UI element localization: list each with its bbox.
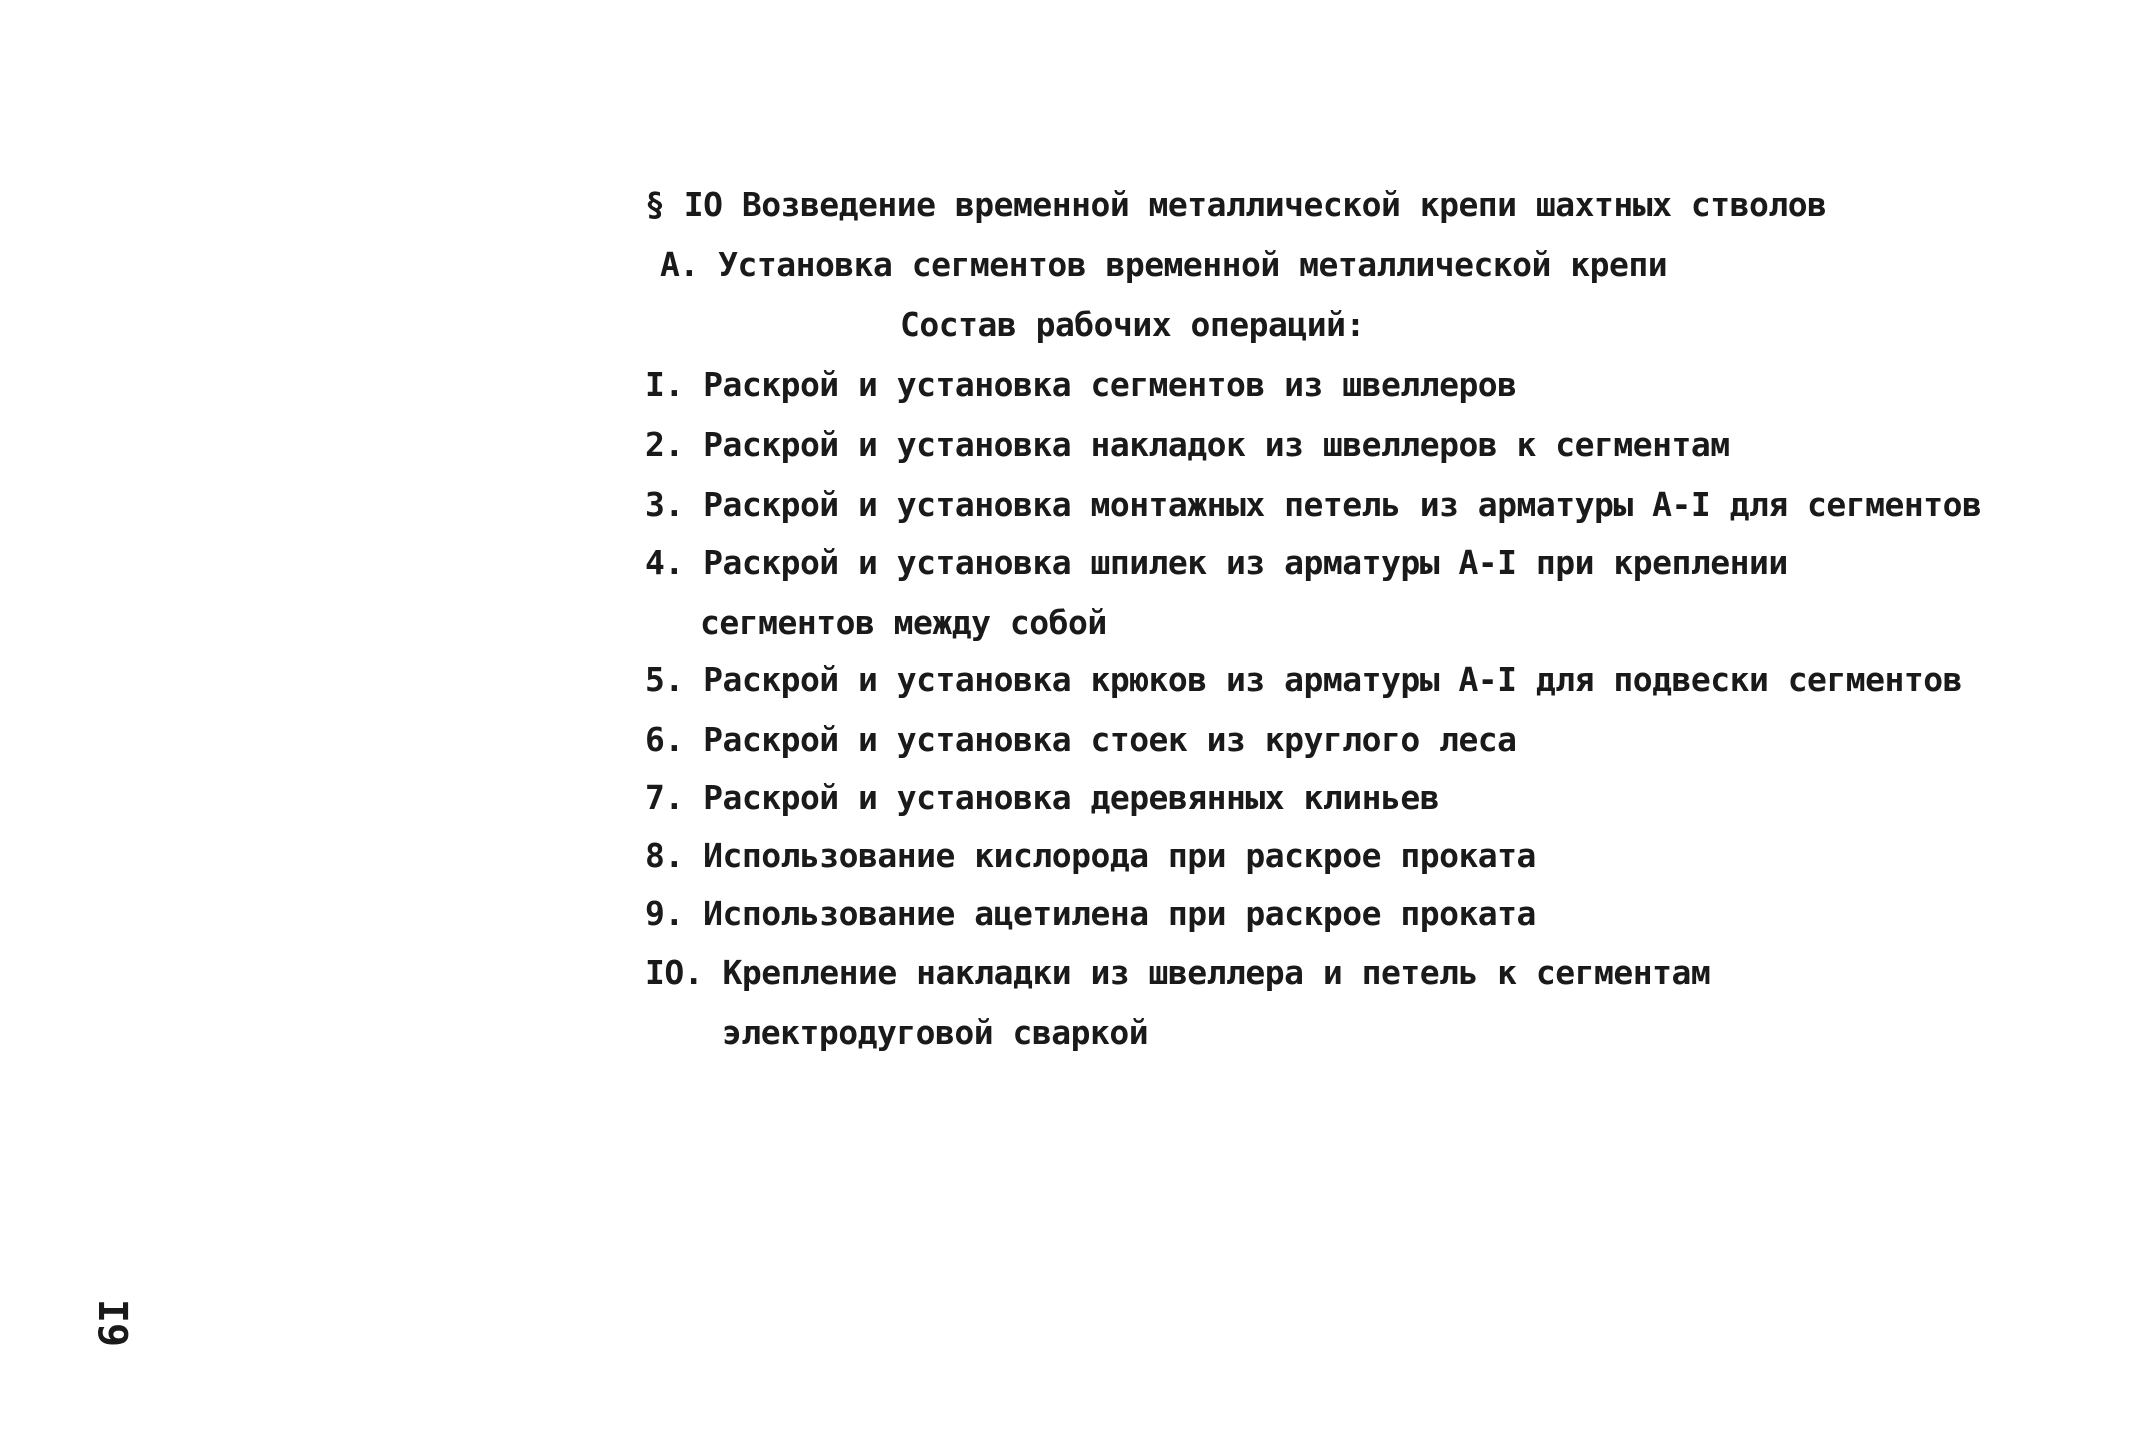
operation-item-10-continuation: электродуговой сваркой: [722, 1013, 1149, 1052]
page-number: I9: [89, 1298, 136, 1348]
operation-item-2: 2. Раскрой и установка накладок из швеллеров к сегментам: [645, 425, 1730, 464]
operation-item-9: 9. Использование ацетилена при раскрое проката: [645, 894, 1536, 933]
operation-item-3: 3. Раскрой и установка монтажных петель из арматуры А-I для сегментов: [645, 485, 1982, 524]
operation-item-10: IО. Крепление накладки из швеллера и петель к сегментам: [645, 953, 1711, 992]
operation-item-4: 4. Раскрой и установка шпилек из арматуры А-I при креплении: [645, 543, 1788, 582]
operation-item-5: 5. Раскрой и установка крюков из арматуры А-I для подвески сегментов: [645, 660, 1963, 699]
operation-item-1: I. Раскрой и установка сегментов из швеллеров: [645, 365, 1517, 404]
operation-item-8: 8. Использование кислорода при раскрое проката: [645, 836, 1536, 875]
section-title: § IО Возведение временной металлической крепи шахтных стволов: [645, 185, 1827, 224]
operation-item-6: 6. Раскрой и установка стоек из круглого леса: [645, 720, 1517, 759]
operation-item-7: 7. Раскрой и установка деревянных клиньев: [645, 778, 1440, 817]
operation-item-4-continuation: сегментов между собой: [700, 603, 1107, 642]
operations-heading: Состав рабочих операций:: [900, 305, 1365, 344]
section-subtitle: А. Установка сегментов временной металлической крепи: [660, 245, 1668, 284]
